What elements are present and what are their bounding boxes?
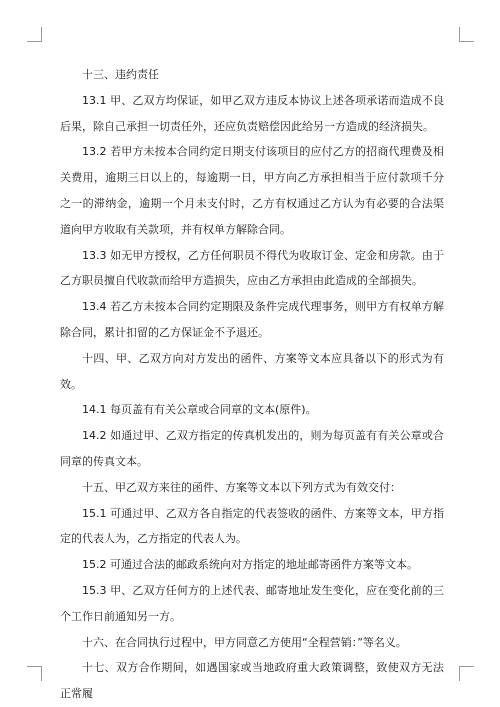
clause-15-3: 15.3 甲、乙双方任何方的上述代表、邮寄地址发生变化，应在变化前的三个工作日前通知另一方。 <box>60 583 444 623</box>
clause-15-2: 15.2 可通过合法的邮政系统向对方指定的地址邮寄函件方案等文本。 <box>82 558 418 572</box>
clause-13-3: 13.3 如无甲方授权，乙方任何职员不得代为收取订金、定金和房款。由于乙方职员擅自代收款而给甲方造损失，应由乙方承担由此造成的全部损失。 <box>60 248 444 288</box>
section-16-heading: 十六、在合同执行过程中，甲方同意乙方使用“全程营销：”等名义。 <box>82 635 407 649</box>
section-13-heading: 十三、违约责任 <box>82 68 159 81</box>
section-15-heading: 十五、甲乙双方来往的函件、方案等文本以下列方式为有效交付： <box>82 480 401 494</box>
clause-13-4: 13.4 若乙方未按本合同约定期限及条件完成代理事务，则甲方有权单方解除合同，累计扣留的乙方保证金不予退还。 <box>60 300 444 339</box>
clause-15-1: 15.1 可通过甲、乙双方各自指定的代表签收的函件、方案等文本，甲方指定的代表人为，乙方指定的代表人为。 <box>60 506 444 546</box>
clause-13-1: 13.1 甲、乙双方均保证，如甲乙双方违反本协议上述各项承诺而造成不良后果，除自己承担一切责任外，还应负责赔偿因此给另一方造成的经济损失。 <box>60 93 444 133</box>
crop-mark-bottom-right <box>459 666 474 681</box>
clause-13-2: 13.2 若甲方未按本合同约定日期支付该项目的应付乙方的招商代理费及相关费用，逾期三日以上的，每逾期一日，甲方向乙方承担相当于应付款项千分之一的滞纳金，逾期一个月未支付时，乙方有权通过乙方认为有必要的合法渠道向甲方收取有关款项，并有权单方解除合同。 <box>60 145 444 236</box>
crop-mark-bottom-left <box>27 666 42 681</box>
section-17-heading: 十七、双方合作期间，如遇国家或当地政府重大政策调整，致使双方无法正常履 <box>60 661 444 701</box>
document-body <box>60 62 444 707</box>
clause-14-2: 14.2 如通过甲、乙双方指定的传真机发出的，则为每页盖有有关公章或合同章的传真文本。 <box>60 429 444 468</box>
clause-14-1: 14.1 每页盖有有关公章或合同章的文本(原件)。 <box>82 403 317 417</box>
crop-mark-top-left <box>27 27 42 42</box>
section-14-heading: 十四、甲、乙双方向对方发出的函件、方案等文本应具备以下的形式为有效。 <box>60 351 444 391</box>
crop-mark-top-right <box>459 27 474 42</box>
